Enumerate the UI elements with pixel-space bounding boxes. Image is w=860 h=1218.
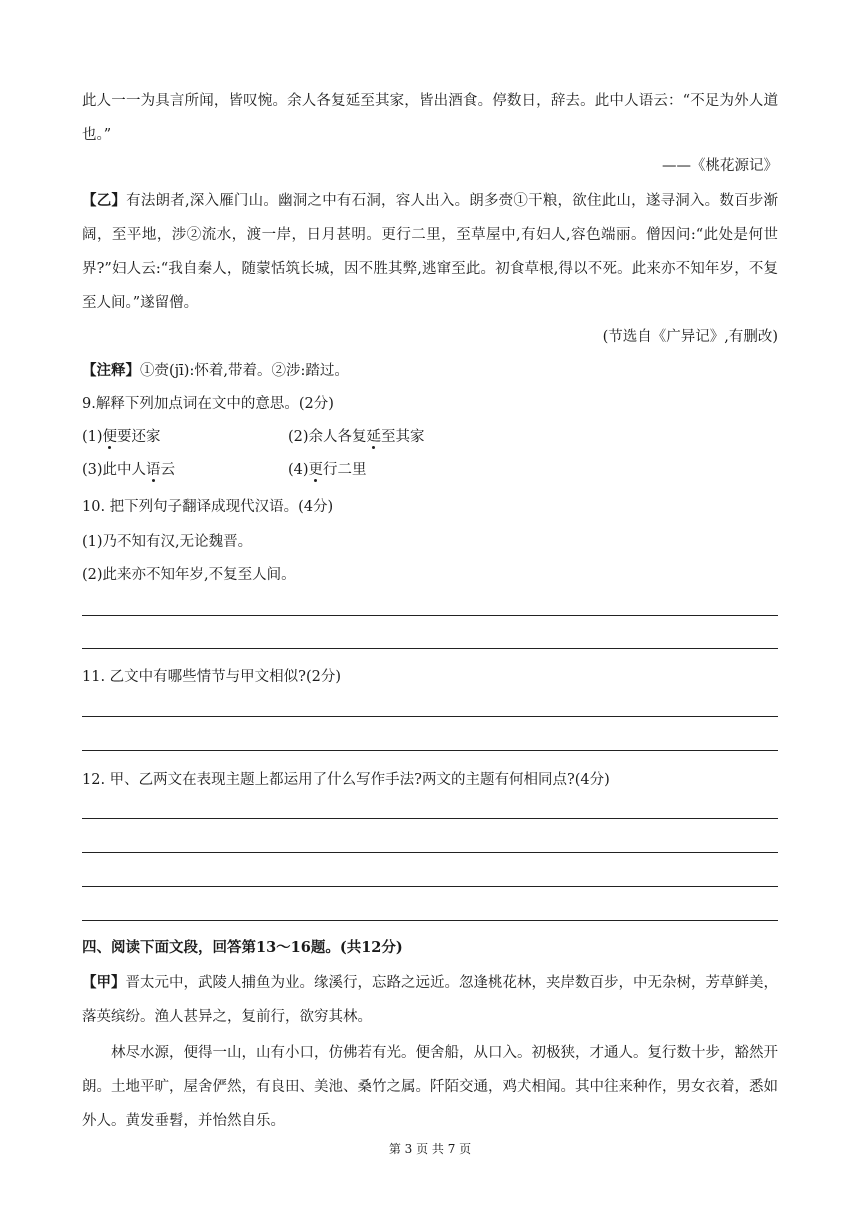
q9-item-2 <box>288 427 425 447</box>
q9-item-1-post: 要还家 <box>117 429 161 445</box>
passage-jia-p2: 林尽水源，便得一山，山有小口，仿佛若有光。便舍船，从口入。初极狭，才通人。复行数十步，豁然开朗。土地平旷，屋舍俨然，有良田、美池、桑竹之属。阡陌交通，鸡犬相闻。其中往来种作，男女衣着，悉如外人。黄发垂髫，并怡然自乐。 <box>82 1045 778 1129</box>
q9-item-3-dotted-word: 语 <box>146 462 161 478</box>
q9-item-4-post: 行二里 <box>323 462 367 478</box>
answer-line[interactable] <box>82 852 778 853</box>
q9-item-4 <box>288 460 367 480</box>
annotation-text: ①赍(jī):怀着,带着。②涉:踏过。 <box>140 363 349 379</box>
q9-item-1 <box>82 427 161 447</box>
q10-sentence-1: (1)乃不知有汉,无论魏晋。 <box>82 534 253 550</box>
q9-item-4-dotted-word: 更 <box>308 462 324 478</box>
passage-ending: 此人一一为具言所闻，皆叹惋。余人各复延至其家，皆出酒食。停数日，辞去。此中人语云：“不足为外人道也。” <box>82 93 778 143</box>
q9-item-3-post: 云 <box>160 462 176 478</box>
passage-jia-p1-text: 晋太元中，武陵人捕鱼为业。缘溪行，忘路之远近。忽逢桃花林，夹岸数百步，中无杂树，芳草鲜美，落英缤纷。渔人甚异之，复前行，欲穷其林。 <box>82 975 778 1025</box>
q9-item-3-pre: (3)此中人 <box>82 462 147 478</box>
q9-item-4-pre: (4) <box>288 462 309 478</box>
q9-item-3 <box>82 460 175 480</box>
q9-item-1-pre: (1) <box>82 429 103 445</box>
passage-yi <box>82 184 778 320</box>
answer-line[interactable] <box>82 920 778 921</box>
source-taohuayuan: ——《桃花源记》 <box>662 158 778 174</box>
q9-item-2-pre: (2)余人各复 <box>288 429 367 445</box>
q9-item-1-dotted-word: 便 <box>102 429 118 445</box>
answer-line[interactable] <box>82 648 778 649</box>
answer-line[interactable] <box>82 886 778 887</box>
question-12-title: 12. 甲、乙两文在表现主题上都运用了什么写作手法?两文的主题有何相同点?(4分) <box>82 772 610 788</box>
answer-line[interactable] <box>82 615 778 616</box>
annotation-label: 【注释】 <box>82 362 140 379</box>
passage-yi-text: 有法朗者,深入雁门山。幽洞之中有石洞，容人出入。朗多赍①干粮，欲住此山，遂寻洞入。数百步渐阔，至平地，涉②流水，渡一岸，日月甚明。更行二里，至草屋中,有妇人,容色端丽。僧因问:“此处是何世界?”妇人云:“我自秦人，随蒙恬筑长城，因不胜其弊,逃窜至此。初食草根,得以不死。此来亦不知年岁，不复至人间。”遂留僧。 <box>82 193 779 311</box>
answer-line[interactable] <box>82 818 778 819</box>
answer-line[interactable] <box>82 750 778 751</box>
page-footer: 第 3 页 共 7 页 <box>388 1142 472 1156</box>
q10-sentence-2: (2)此来亦不知年岁,不复至人间。 <box>82 567 296 583</box>
passage-jia-p1 <box>82 966 778 1034</box>
question-10-title: 10. 把下列句子翻译成现代汉语。(4分) <box>82 499 334 515</box>
answer-line[interactable] <box>82 716 778 717</box>
source-guangyiji: (节选自《广异记》,有删改) <box>602 329 778 345</box>
passage-jia-label: 【甲】 <box>82 974 126 991</box>
q9-item-2-dotted-word: 延 <box>366 429 382 445</box>
q9-item-2-post: 至其家 <box>381 429 425 445</box>
annotation <box>82 361 349 381</box>
section-4-heading: 四、阅读下面文段，回答第13～16题。(共12分) <box>82 939 403 956</box>
passage-yi-label: 【乙】 <box>82 192 127 209</box>
question-11-title: 11. 乙文中有哪些情节与甲文相似?(2分) <box>82 669 341 685</box>
question-9-title: 9.解释下列加点词在文中的意思。(2分) <box>82 396 334 412</box>
